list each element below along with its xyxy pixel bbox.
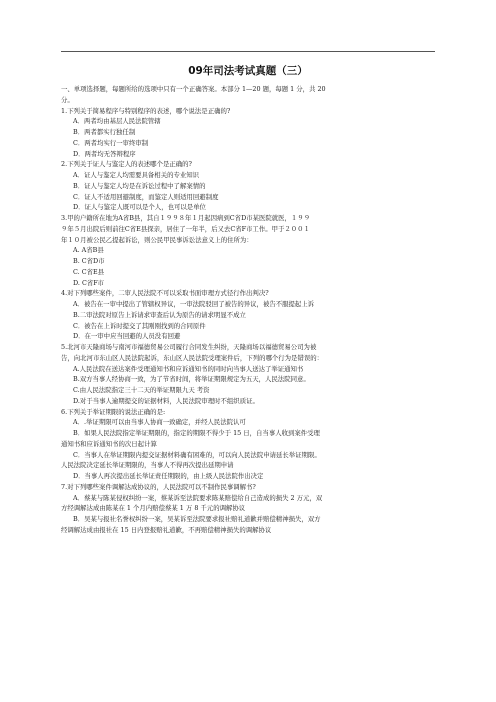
question-text: 人民法院决定延长举证期限的，当事人不得再次提出延期申请	[61, 461, 234, 470]
answer-option: D.对于当事人逾期提交的证据材料，人民法院审理时不组织质证。	[73, 396, 259, 405]
answer-option: D．当事人再次提出延长举证责任期限的，由上级人民法院作出决定	[73, 472, 264, 480]
answer-option: B．证人与鉴定人均是在诉讼过程中了解案情的	[73, 181, 206, 190]
question-text: 4.对下列哪些案件，二审人民法院不可以采取书面审理方式径行作出判决?	[61, 289, 269, 298]
answer-option: C．被告在上诉时提交了其刚刚找到的合同原件	[73, 321, 206, 330]
question-text: 经调解达成由报社在 15 日内登报赔礼道歉，不再赔偿精神损失的调解协议	[61, 525, 272, 534]
answer-option: B．吴某与报社名誉权纠纷一案，吴某诉至法院要求报社赔礼道歉并赔偿精神损失，双方	[73, 515, 321, 523]
answer-option: B.双方当事人经协商一致，为了节省时间，将举证期限规定为五天，人民法院同意。	[73, 375, 310, 384]
question-text: 年１０月被公民乙提起诉讼，则公民甲民事诉讼法意义上的住所为：	[61, 235, 253, 244]
answer-option: A．蔡某与陈某侵权纠纷一案，蔡某诉至法院要求陈某赔偿给自己造成的损失 2 万元，双	[73, 493, 323, 502]
question-text: 7.对下列哪些案件调解达成协议的，人民法院可以不制作民事调解书?	[61, 482, 256, 491]
answer-option: B．如果人民法院指定举证期限的，指定的期限不得少于 15 日，自当事人收到案件受理	[73, 429, 320, 437]
answer-option: C．两者均实行一审终审制	[73, 138, 149, 147]
question-text: ９年５月出院后则前往C省E县探亲，居住了一年半，后又去C省F市工作。甲于２００１	[61, 224, 310, 233]
question-text: 5.北河市天隆商场与南河市福德贸易公司履行合同发生纠纷，天隆商场以福德贸易公司为被	[61, 343, 317, 351]
instruction-text: 一、单项选择题，每题所给的选项中只有一个正确答案。本部分 1—20 题，每题 1 分，共 20	[61, 85, 326, 93]
answer-option: C．证人不适用回避制度，而鉴定人则适用回避制度	[73, 192, 219, 201]
answer-option: D．证人与鉴定人既可以是个人，也可以是单位	[73, 203, 206, 212]
answer-option: C．当事人在举证期限内提交证据材料确有困难的，可以向人民法院申请延长举证期限。	[73, 450, 321, 459]
question-text: 告，向北河市东山区人民法院起诉，东山区人民法院受理案件后，下列的哪个行为是错误的：	[61, 353, 324, 362]
answer-option: A．.举证期限可以由当事人协商一致确定，并经人民法院认可	[73, 418, 246, 427]
answer-option: A.人民法院在送达案件受理通知书和应诉通知书的同时向当事人送达了举证通知书	[73, 364, 304, 373]
instruction-text: 分。	[61, 95, 74, 104]
question-text: 通知书和应诉通知书的次日起计算	[61, 439, 157, 448]
answer-option: D．在一审中应当回避的人员没有回避	[73, 332, 181, 341]
header-rule	[61, 51, 435, 52]
answer-option: D. C省F市	[73, 278, 105, 287]
answer-option: B．两者都实行独任制	[73, 128, 136, 136]
answer-option: B.二审法院对原告上诉请求审查后认为原告的请求明显不成立	[73, 310, 246, 319]
document-body	[61, 84, 437, 536]
question-text: 2.下列关于证人与鉴定人的表述哪个是正确的?	[61, 160, 192, 169]
page-title: 09年司法考试真题（三）	[188, 65, 308, 77]
question-text: 方经调解达成由陈某在 1 个月内赔偿蔡某 1 万 8 千元的调解协议	[61, 504, 246, 513]
answer-option: A．被告在一审中提出了管辖权异议，一审法院驳回了被告的异议，被告不服提起上诉	[73, 300, 315, 308]
answer-option: A. A省B县	[73, 246, 104, 255]
answer-option: A．证人与鉴定人均需要具备相关的专业知识	[73, 171, 200, 179]
question-text: 1.下列关于简易程序与特别程序的表述，哪个说法是正确的?	[61, 106, 231, 115]
question-text: 6.下列关于举证期限的说法正确的是:	[61, 407, 166, 416]
answer-option: C. C省E县	[73, 267, 105, 276]
answer-option: B. C省D市	[73, 257, 105, 265]
question-text: 3.甲的户籍所在地为A省B县，其自１９９８年１月起因病到C省D市某医院就医，１９９	[61, 214, 311, 222]
answer-option: A．两者均由基层人民法院管辖	[73, 117, 161, 126]
answer-option: C.由人民法院指定三十二天的举证期限九天 考资	[73, 386, 210, 394]
answer-option: D．两者均无答辩程序	[73, 149, 136, 158]
